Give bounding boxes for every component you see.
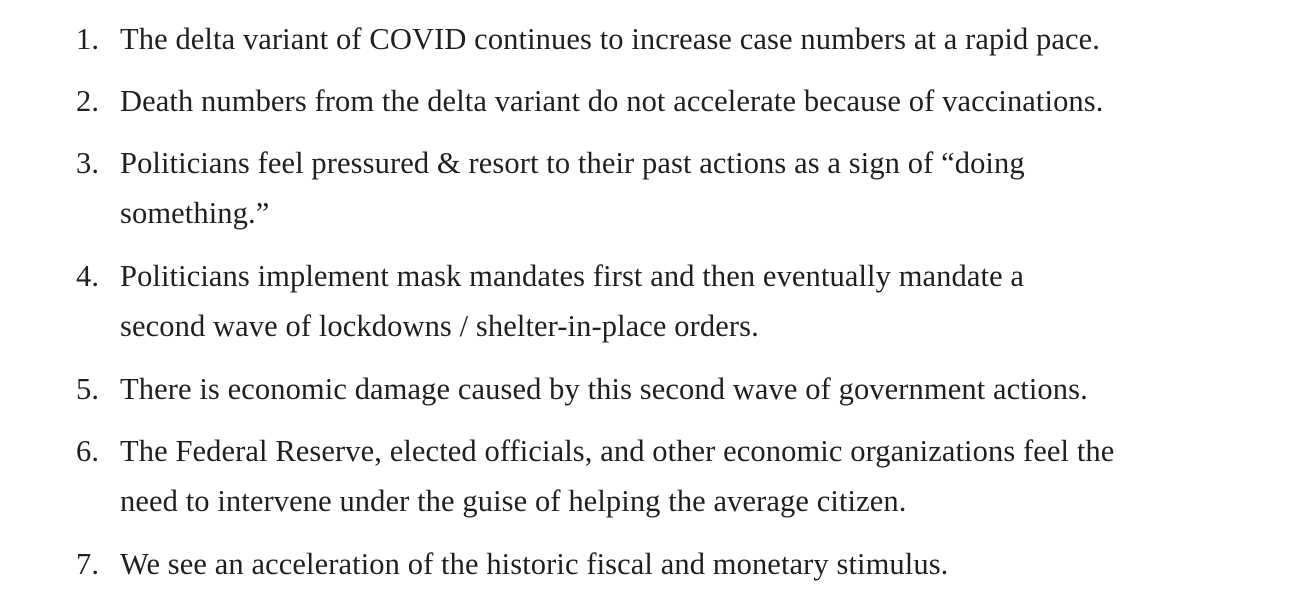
list-item-text <box>120 14 1290 64</box>
list-item-text <box>120 426 1290 526</box>
list-item-line: The delta variant of COVID continues to increase case numbers at a rapid pace. <box>120 22 1101 56</box>
list-item-line: Politicians implement mask mandates first and then eventually mandate a <box>120 259 1025 293</box>
list-item-number: 3. <box>76 146 100 180</box>
list-item-number: 1. <box>76 22 100 56</box>
list-item-text <box>120 76 1290 126</box>
list-item-number: 2. <box>76 84 100 118</box>
list-item-line: There is economic damage caused by this second wave of government actions. <box>120 372 1088 406</box>
list-item-line: something.” <box>120 196 270 230</box>
list-item-text <box>120 251 1290 351</box>
list-item-number: 7. <box>76 547 100 581</box>
list-item-line: need to intervene under the guise of helping the average citizen. <box>120 484 907 518</box>
list-item-number: 6. <box>76 434 100 468</box>
list-item-text <box>120 138 1290 238</box>
list-item-line: Death numbers from the delta variant do not accelerate because of vaccinations. <box>120 84 1104 118</box>
list-item-text <box>120 364 1290 414</box>
list-item-line: We see an acceleration of the historic fiscal and monetary stimulus. <box>120 547 949 581</box>
list-item-line: second wave of lockdowns / shelter-in-place orders. <box>120 309 759 343</box>
list-item-line: The Federal Reserve, elected officials, and other economic organizations feel the <box>120 434 1115 468</box>
list-item-number: 5. <box>76 372 100 406</box>
list-item-text <box>120 539 1290 589</box>
list-item-line: Politicians feel pressured & resort to their past actions as a sign of “doing <box>120 146 1025 180</box>
list-item-number: 4. <box>76 259 100 293</box>
